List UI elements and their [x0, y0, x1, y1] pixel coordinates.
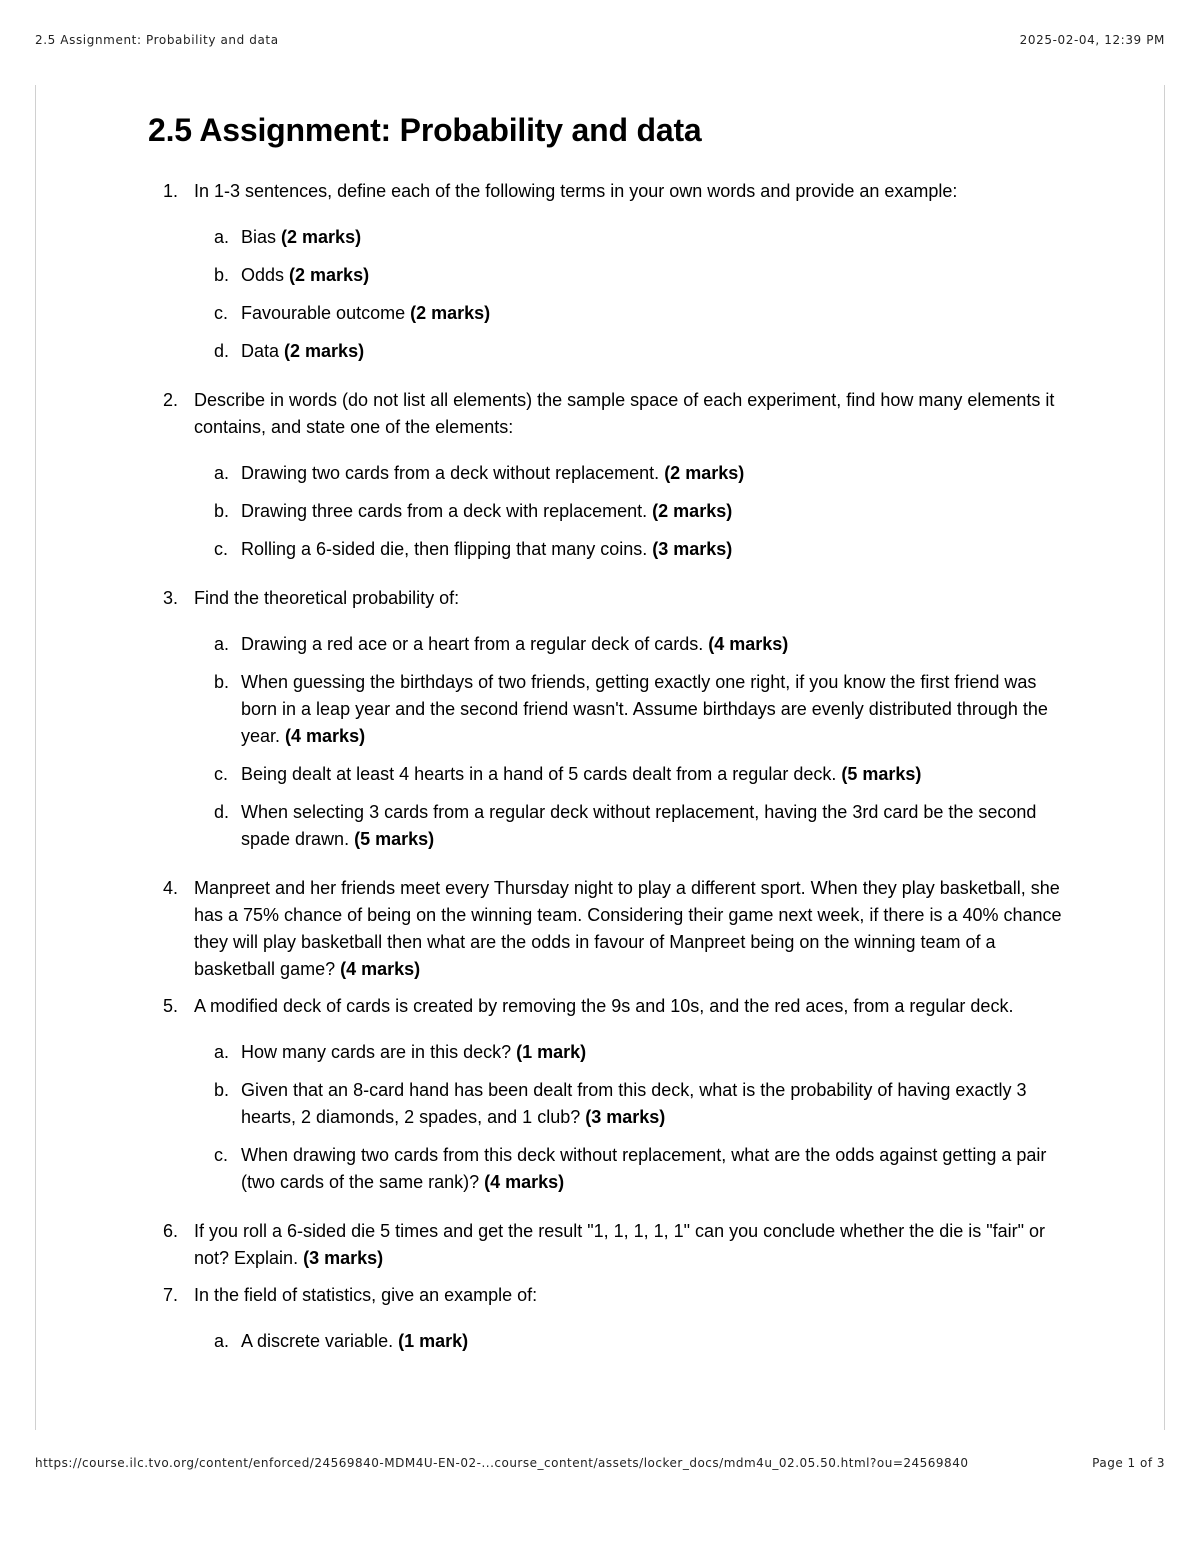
marks-label: (1 mark) — [516, 1042, 587, 1062]
question-number: 2. — [163, 390, 179, 410]
sub-question — [194, 761, 1068, 788]
sub-question-letter: b. — [214, 1080, 230, 1100]
sub-question-text: When selecting 3 cards from a regular deck without replacement, having the 3rd card be the second spade drawn. — [241, 802, 1037, 849]
sub-question-text: Data — [241, 341, 285, 361]
sub-question-list — [194, 631, 1068, 853]
sub-question-letter: c. — [214, 1145, 229, 1165]
marks-label: (2 marks) — [289, 265, 370, 285]
sub-question — [194, 224, 1068, 251]
sub-question — [194, 536, 1068, 563]
question-number: 6. — [163, 1221, 179, 1241]
sub-question-text: Drawing two cards from a deck without replacement. — [241, 463, 665, 483]
sub-question-text: When guessing the birthdays of two friends, getting exactly one right, if you know the first friend was born in a leap year and the second friend wasn't. Assume birthdays are evenly distributed through the year. — [241, 672, 1048, 746]
sub-question-text: Being dealt at least 4 hearts in a hand of 5 cards dealt from a regular deck. — [241, 764, 842, 784]
question-number: 5. — [163, 996, 179, 1016]
page-number: Page 1 of 3 — [1092, 1456, 1165, 1470]
sub-question-letter: c. — [214, 764, 229, 784]
page-title: 2.5 Assignment: Probability and data — [148, 112, 702, 148]
print-header-title: 2.5 Assignment: Probability and data — [35, 33, 279, 47]
question-1 — [148, 178, 1068, 365]
question-text: Find the theoretical probability of: — [194, 588, 460, 608]
marks-label: (5 marks) — [841, 764, 922, 784]
question-number: 3. — [163, 588, 179, 608]
sub-question-letter: b. — [214, 672, 230, 692]
marks-label: (2 marks) — [664, 463, 745, 483]
sub-question-letter: a. — [214, 634, 230, 654]
question-text: Describe in words (do not list all elements) the sample space of each experiment, find how many elements it contains, and state one of the elements: — [194, 390, 1055, 437]
question-4 — [148, 875, 1068, 983]
marks-label: (2 marks) — [410, 303, 491, 323]
marks-label: (4 marks) — [484, 1172, 565, 1192]
sub-question — [194, 338, 1068, 365]
sub-question — [194, 631, 1068, 658]
marks-label: (3 marks) — [652, 539, 733, 559]
sub-question-text: Bias — [241, 227, 282, 247]
sub-question-letter: a. — [214, 1331, 230, 1351]
marks-label: (2 marks) — [281, 227, 362, 247]
sub-question-letter: d. — [214, 802, 230, 822]
sub-question-text: Rolling a 6-sided die, then flipping that many coins. — [241, 539, 653, 559]
sub-question — [194, 498, 1068, 525]
sub-question — [194, 1142, 1068, 1196]
marks-label: (3 marks) — [585, 1107, 666, 1127]
question-number: 7. — [163, 1285, 179, 1305]
sub-question — [194, 799, 1068, 853]
marks-label: (5 marks) — [354, 829, 435, 849]
sub-question-letter: b. — [214, 265, 230, 285]
sub-question-text: Favourable outcome — [241, 303, 411, 323]
question-3 — [148, 585, 1068, 853]
question-7 — [148, 1282, 1068, 1355]
sub-question-text: Given that an 8-card hand has been dealt from this deck, what is the probability of having exactly 3 hearts, 2 diamonds, 2 spades, and 1 club? — [241, 1080, 1027, 1127]
question-list — [148, 178, 1068, 1355]
sub-question — [194, 669, 1068, 750]
sub-question — [194, 262, 1068, 289]
marks-label: (1 mark) — [398, 1331, 469, 1351]
sub-question-text: Odds — [241, 265, 290, 285]
sub-question — [194, 460, 1068, 487]
marks-label: (4 marks) — [708, 634, 789, 654]
sub-question-letter: a. — [214, 1042, 230, 1062]
question-number: 1. — [163, 181, 179, 201]
sub-question — [194, 1328, 1068, 1355]
question-text: In the field of statistics, give an example of: — [194, 1285, 538, 1305]
sub-question-letter: d. — [214, 341, 230, 361]
sub-question-letter: a. — [214, 463, 230, 483]
question-2 — [148, 387, 1068, 563]
question-text: Manpreet and her friends meet every Thursday night to play a different sport. When they play basketball, she has a 75% chance of being on the winning team. Considering their game next week, if there is a 40% chance they will play basketball then what are the odds in favour of Manpreet being on the winning team of a basketball game? — [194, 878, 1062, 979]
marks-label: (2 marks) — [652, 501, 733, 521]
sub-question — [194, 1039, 1068, 1066]
print-header-datetime: 2025-02-04, 12:39 PM — [1019, 33, 1165, 47]
assignment-content — [148, 108, 1068, 1366]
page-url: https://course.ilc.tvo.org/content/enforced/24569840-MDM4U-EN-02-...course_content/assets/locker_docs/mdm4u_02.05.50.html?ou=24569840 — [35, 1456, 969, 1470]
marks-label: (2 marks) — [284, 341, 365, 361]
marks-label: (4 marks) — [340, 959, 421, 979]
print-header — [35, 33, 1165, 53]
question-6 — [148, 1218, 1068, 1272]
sub-question-list — [194, 224, 1068, 365]
question-text: If you roll a 6-sided die 5 times and get the result "1, 1, 1, 1, 1" can you conclude whether the die is "fair" or not? Explain. — [194, 1221, 1046, 1268]
question-5 — [148, 993, 1068, 1196]
sub-question — [194, 300, 1068, 327]
sub-question-text: Drawing three cards from a deck with replacement. — [241, 501, 653, 521]
question-text: In 1-3 sentences, define each of the following terms in your own words and provide an example: — [194, 181, 958, 201]
marks-label: (3 marks) — [303, 1248, 384, 1268]
sub-question-list — [194, 460, 1068, 563]
print-footer — [35, 1456, 1165, 1476]
sub-question-text: When drawing two cards from this deck without replacement, what are the odds against getting a pair (two cards of the same rank)? — [241, 1145, 1047, 1192]
sub-question — [194, 1077, 1068, 1131]
sub-question-letter: b. — [214, 501, 230, 521]
question-text: A modified deck of cards is created by removing the 9s and 10s, and the red aces, from a regular deck. — [194, 996, 1014, 1016]
question-number: 4. — [163, 878, 179, 898]
sub-question-letter: c. — [214, 539, 229, 559]
sub-question-letter: a. — [214, 227, 230, 247]
sub-question-list — [194, 1328, 1068, 1355]
marks-label: (4 marks) — [285, 726, 366, 746]
sub-question-text: How many cards are in this deck? — [241, 1042, 517, 1062]
sub-question-list — [194, 1039, 1068, 1196]
sub-question-text: A discrete variable. — [241, 1331, 399, 1351]
sub-question-text: Drawing a red ace or a heart from a regular deck of cards. — [241, 634, 709, 654]
sub-question-letter: c. — [214, 303, 229, 323]
